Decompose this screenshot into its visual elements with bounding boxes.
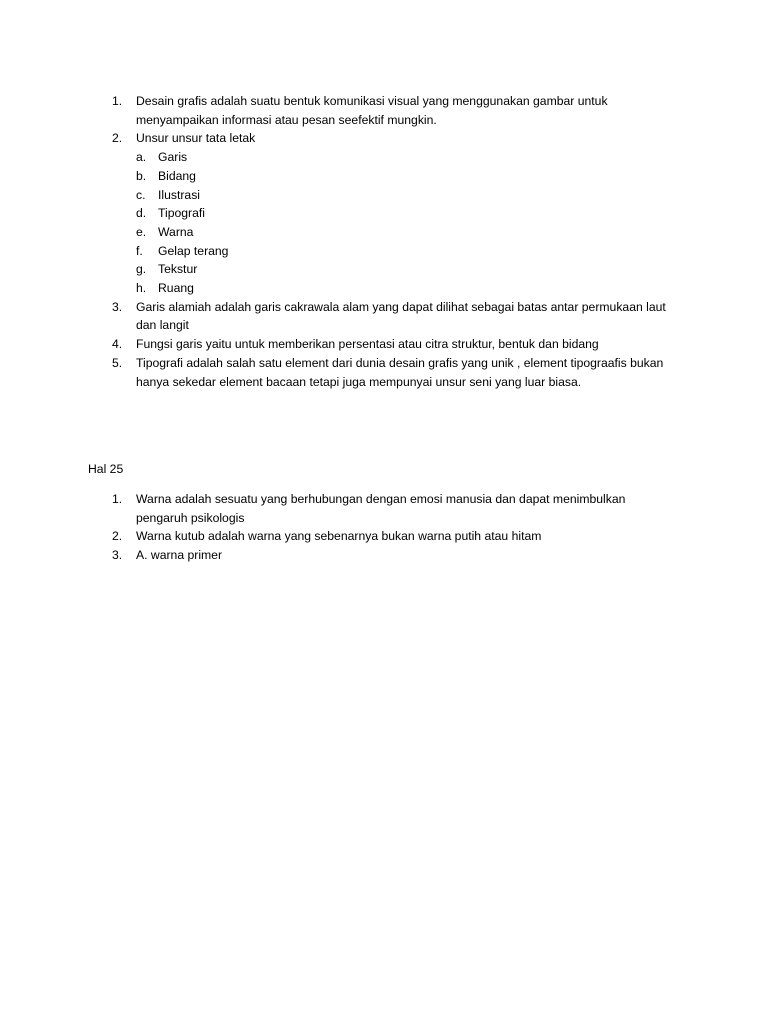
list-item: [112, 335, 672, 354]
sublist-item-text: Ruang: [158, 281, 194, 296]
sublist-item: [136, 204, 672, 223]
list-item-number: 2.: [112, 529, 123, 544]
sublist-item-text: Garis: [158, 150, 188, 165]
sublist-item-letter: f.: [136, 243, 143, 258]
sublist-item-text: Ilustrasi: [158, 187, 200, 202]
list-item-number: 5.: [112, 355, 123, 370]
list-item: [112, 527, 672, 546]
sublist-item-letter: e.: [136, 224, 147, 239]
list-item-number: 2.: [112, 131, 123, 146]
list-item-number: 3.: [112, 299, 123, 314]
list-item-number: 1.: [112, 492, 123, 506]
lettered-sublist: [136, 148, 672, 298]
sublist-item: [136, 223, 672, 242]
sublist-item-letter: a.: [136, 150, 147, 165]
list-item: [112, 298, 672, 335]
list-item: [112, 546, 672, 565]
sublist-item: [136, 148, 672, 167]
sublist-item-text: Bidang: [158, 168, 196, 183]
numbered-list-2: [112, 490, 672, 565]
sublist-item: [136, 167, 672, 186]
list-item-text: Desain grafis adalah suatu bentuk komunikasi visual yang menggunakan gambar untuk menyampaikan informasi atau pesan seefektif mungkin.: [136, 94, 608, 127]
sublist-item: [136, 186, 672, 205]
sublist-item: [136, 242, 672, 261]
sublist-item-text: Warna: [158, 224, 194, 239]
list-item-number: 1.: [112, 94, 123, 108]
section-heading: Hal 25: [88, 462, 124, 476]
list-item-text: Fungsi garis yaitu untuk memberikan persentasi atau citra struktur, bentuk dan bidang: [136, 337, 599, 352]
list-item-text: Warna adalah sesuatu yang berhubungan dengan emosi manusia dan dapat menimbulkan pengaruh psikologis: [136, 492, 626, 525]
sublist-item-letter: d.: [136, 206, 147, 221]
sublist-item-letter: g.: [136, 262, 147, 277]
list-item: [112, 490, 672, 527]
sublist-item: [136, 260, 672, 279]
list-item-text: A. warna primer: [136, 548, 223, 563]
sublist-item-text: Gelap terang: [158, 243, 229, 258]
sublist-item-letter: c.: [136, 187, 146, 202]
sublist-item-text: Tekstur: [158, 262, 198, 277]
list-item-number: 3.: [112, 548, 123, 563]
sublist-item: [136, 279, 672, 298]
list-item-text: Unsur unsur tata letak: [136, 131, 256, 146]
list-item: [112, 129, 672, 297]
list-item-text: Warna kutub adalah warna yang sebenarnya bukan warna putih atau hitam: [136, 529, 542, 544]
list-item: [112, 354, 672, 391]
sublist-item-letter: b.: [136, 168, 147, 183]
list-item: [112, 92, 672, 129]
numbered-list-1: [112, 92, 672, 391]
sublist-item-text: Tipografi: [158, 206, 205, 221]
list-item-number: 4.: [112, 337, 123, 352]
list-item-text: Tipografi adalah salah satu element dari dunia desain grafis yang unik , element tipograafis bukan hanya sekedar element bacaan tetapi juga mempunyai unsur seni yang luar biasa.: [136, 355, 664, 389]
list-item-text: Garis alamiah adalah garis cakrawala alam yang dapat dilihat sebagai batas antar permukaan laut dan langit: [136, 299, 666, 333]
sublist-item-letter: h.: [136, 281, 147, 296]
